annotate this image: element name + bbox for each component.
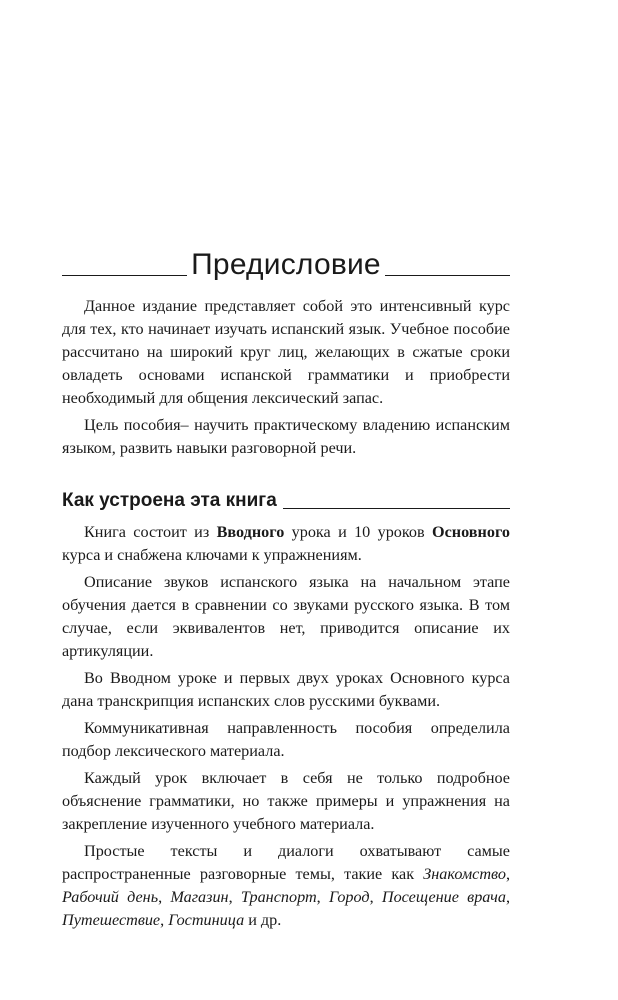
section-heading-rule [283, 508, 510, 509]
italic-topic: Рабочий день [62, 888, 159, 906]
italic-topic: Город [328, 888, 370, 906]
text-run: , [506, 888, 511, 906]
structure-paragraph: Каждый урок включает в себя не только подробное объяснение грамматики, но также примеры и упражнения на закрепление изученного учебного материала. [62, 769, 510, 833]
italic-topic: Путешествие [62, 911, 161, 929]
text-run: Простые тексты и диалоги охватывают самые распространенные разговорные темы, такие как [62, 842, 510, 883]
section-heading [62, 489, 510, 513]
text-run: , [228, 888, 241, 906]
preface-paragraph: Данное издание представляет собой это интенсивный курс для тех, кто начинает изучать испанский язык. Учебное пособие рассчитано на широкий круг лиц, желающих в сжатые сроки овладеть основами испанской грамматики и приобрести необходимый для общения лексический запас. [62, 297, 510, 407]
italic-topic: Транспорт [240, 888, 317, 906]
structure-paragraph [62, 521, 510, 567]
text-run: и др. [244, 911, 282, 929]
italic-topic: Гостиница [168, 911, 245, 929]
preface-text [62, 295, 510, 464]
heading-rule-right [385, 275, 510, 276]
text-run: Книга состоит из [84, 523, 217, 541]
structure-paragraph: Описание звуков испанского языка на начальном этапе обучения дается в сравнении со звуками русского языка. В том случае, если эквивалентов нет, приводится описание их артикуляции. [62, 573, 510, 660]
chapter-title: Предисловие [191, 248, 381, 281]
structure-text [62, 521, 510, 936]
text-run: , [160, 911, 169, 929]
text-run: урока и 10 уроков [284, 523, 433, 541]
structure-paragraph: Коммуникативная направленность пособия определила подбор лексического материала. [62, 719, 510, 760]
text-run: , [316, 888, 329, 906]
heading-rule-left [62, 275, 187, 276]
structure-paragraph: Во Вводном уроке и первых двух уроках Основного курса дана транскрипция испанских слов русскими буквами. [62, 669, 510, 710]
text-run: , [369, 888, 382, 906]
text-run: , [505, 865, 510, 883]
bold-term: Основного [432, 523, 511, 541]
section-title: Как устроена эта книга [62, 490, 277, 511]
bold-term: Вводного [216, 523, 285, 541]
italic-topic: Посещение врача [381, 888, 507, 906]
italic-topic: Знакомство [423, 865, 506, 883]
text-run: , [158, 888, 171, 906]
text-run: курса и снабжена ключами к упражнениям. [62, 546, 362, 564]
chapter-heading [62, 248, 510, 282]
preface-paragraph: Цель пособия– научить практическому владению испанским языком, развить навыки разговорной речи. [62, 416, 510, 457]
italic-topic: Магазин [170, 888, 229, 906]
structure-paragraph [62, 840, 510, 932]
